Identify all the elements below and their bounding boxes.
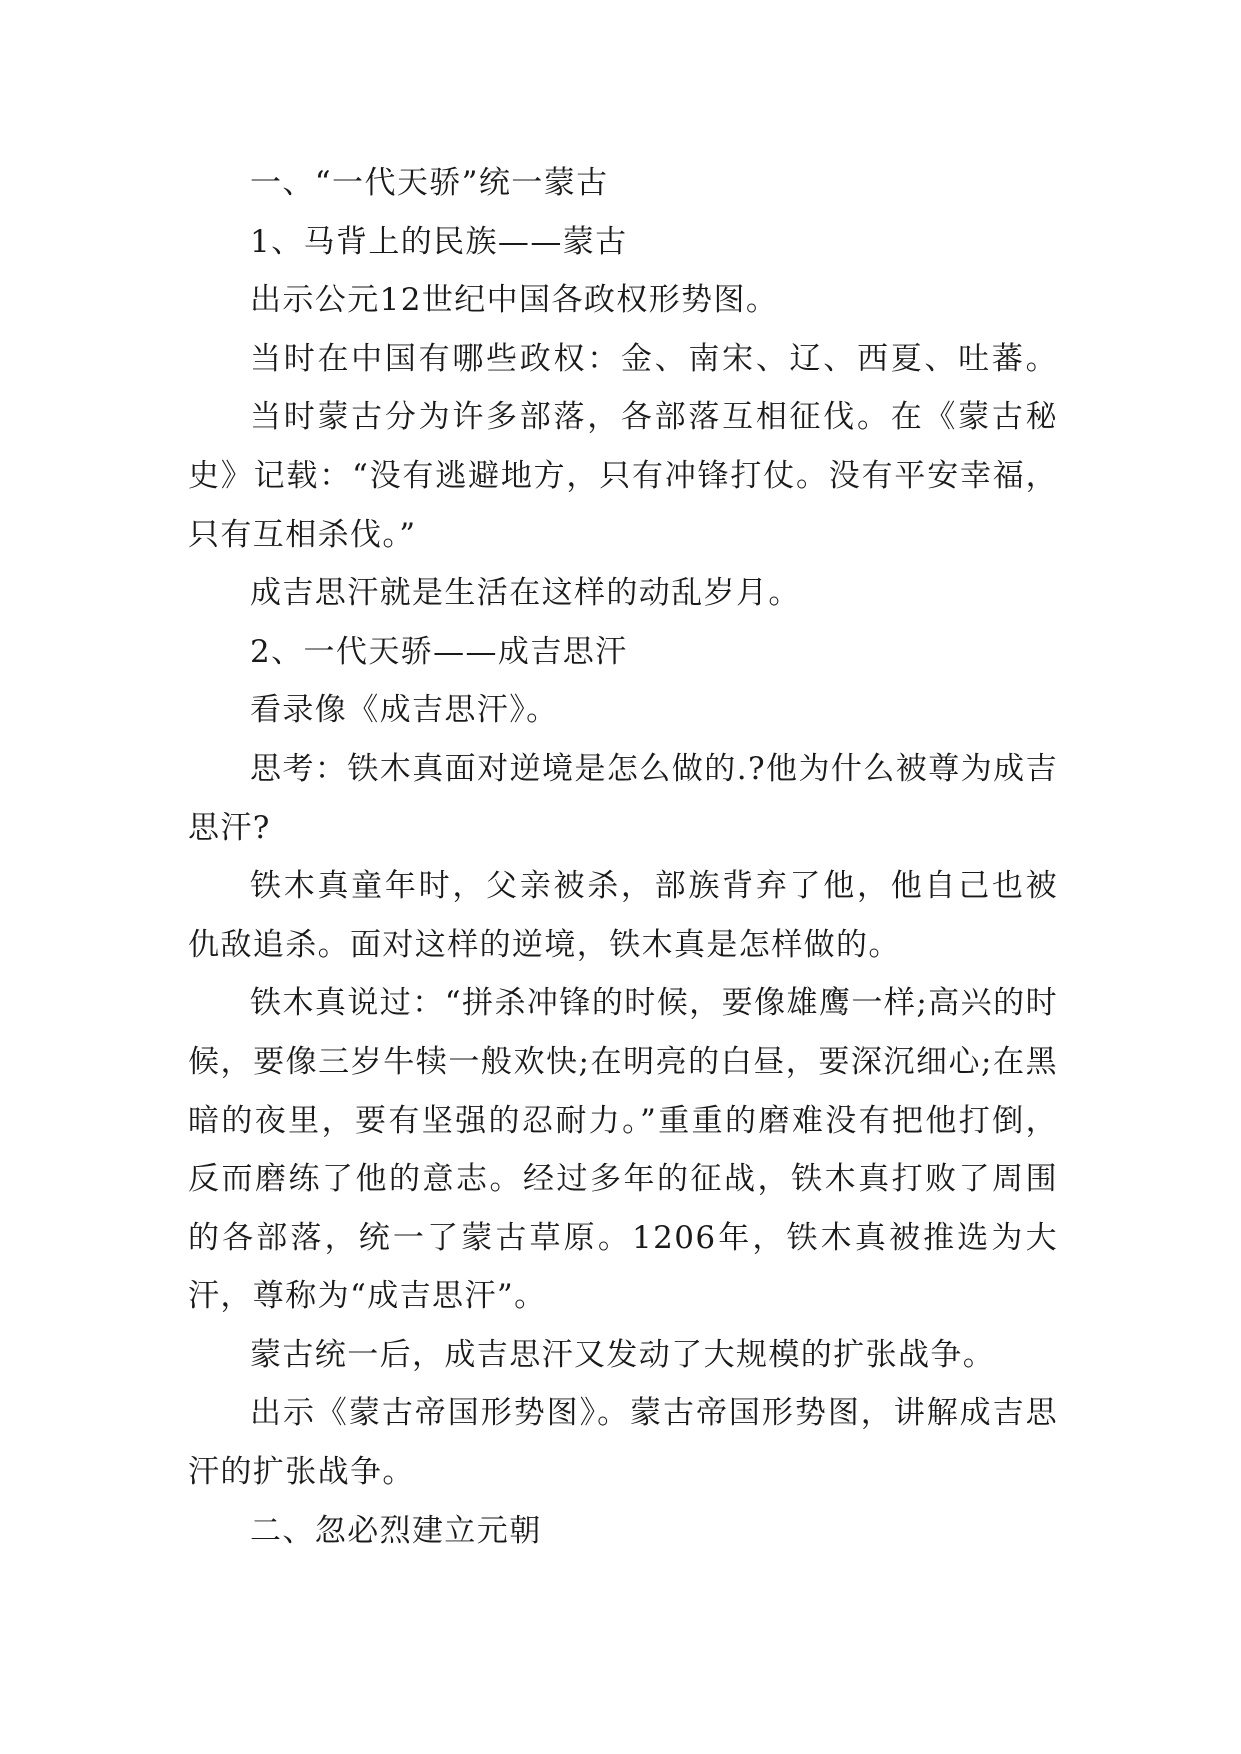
document-page bbox=[188, 154, 1058, 1560]
subsection-heading: 2、一代天骄——成吉思汗 bbox=[250, 633, 628, 670]
paragraph: 当时蒙古分为许多部落，各部落互相征伐。在《蒙古秘史》记载：“没有逃避地方，只有冲锋打仗。没有平安幸福，只有互相杀伐。” bbox=[188, 399, 1058, 553]
subsection-heading: 1、马背上的民族——蒙古 bbox=[250, 223, 628, 260]
paragraph: 出示公元12世纪中国各政权形势图。 bbox=[250, 282, 779, 319]
paragraph: 思考：铁木真面对逆境是怎么做的.?他为什么被尊为成吉思汗? bbox=[188, 750, 1058, 846]
paragraph: 铁木真童年时，父亲被杀，部族背弃了他，他自己也被仇敌追杀。面对这样的逆境，铁木真是怎样做的。 bbox=[188, 868, 1058, 963]
paragraph: 蒙古统一后，成吉思汗又发动了大规模的扩张战争。 bbox=[250, 1336, 996, 1373]
paragraph: 铁木真说过：“拼杀冲锋的时候，要像雄鹰一样;高兴的时候，要像三岁牛犊一般欢快;在明亮的白昼，要深沉细心;在黑暗的夜里，要有坚强的忍耐力。”重重的磨难没有把他打倒，反而磨练了他的意志。经过多年的征战，铁木真打败了周围的各部落，统一了蒙古草原。1206年，铁木真被推选为大汗，尊称为“成吉思汗”。 bbox=[188, 985, 1058, 1315]
section-heading: 二、忽必烈建立元朝 bbox=[250, 1512, 542, 1549]
paragraph: 看录像《成吉思汗》。 bbox=[250, 692, 559, 729]
paragraph: 出示《蒙古帝国形势图》。蒙古帝国形势图，讲解成吉思汗的扩张战争。 bbox=[188, 1395, 1058, 1491]
paragraph: 成吉思汗就是生活在这样的动乱岁月。 bbox=[250, 575, 801, 612]
paragraph: 当时在中国有哪些政权：金、南宋、辽、西夏、吐蕃。 bbox=[250, 340, 1058, 377]
section-heading: 一、“一代天骄”统一蒙古 bbox=[250, 165, 609, 201]
